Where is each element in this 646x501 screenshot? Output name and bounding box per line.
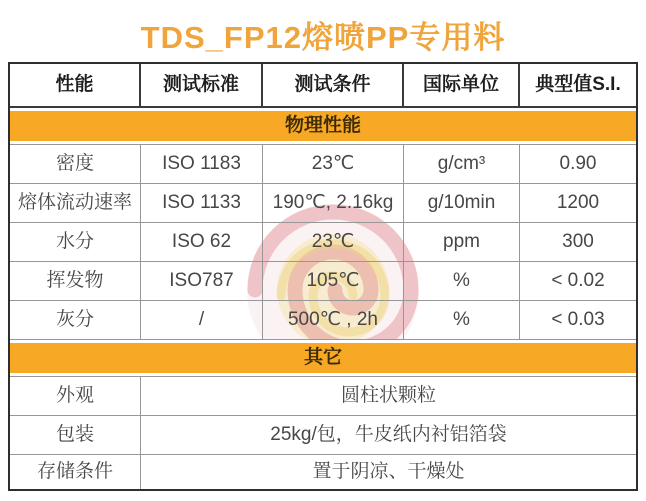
cell-unit: % (404, 262, 520, 300)
cell-value: 1200 (556, 192, 600, 213)
spec-table (8, 62, 638, 491)
section-label: 其它 (10, 343, 636, 373)
header-cell-unit: 国际单位 (404, 64, 520, 106)
table-row (10, 377, 636, 416)
cell-value: < 0.02 (551, 270, 605, 291)
header-cell-property: 性能 (10, 64, 141, 106)
cell-condition: 23℃ (263, 223, 404, 261)
section-label: 物理性能 (10, 111, 636, 141)
table-row (10, 145, 636, 184)
table-row (10, 416, 636, 455)
cell-value: 0.90 (559, 153, 597, 174)
cell-standard: ISO 1133 (141, 184, 263, 222)
cell-property: 外观 (10, 377, 141, 415)
cell-unit: g/cm³ (404, 145, 520, 183)
table-row (10, 184, 636, 223)
cell-condition: 23℃ (263, 145, 404, 183)
section-bar-other (10, 340, 636, 377)
cell-detail: 置于阴凉、干燥处 (312, 461, 465, 482)
cell-value: 300 (562, 231, 594, 252)
cell-standard: / (141, 301, 263, 339)
cell-standard: ISO787 (141, 262, 263, 300)
cell-unit: ppm (404, 223, 520, 261)
table-row (10, 223, 636, 262)
section-bar-physical (10, 108, 636, 145)
cell-value: < 0.03 (551, 309, 605, 330)
cell-property: 存储条件 (10, 455, 141, 489)
cell-standard: ISO 1183 (141, 145, 263, 183)
cell-condition: 105℃ (263, 262, 404, 300)
table-row (10, 301, 636, 340)
cell-property: 挥发物 (10, 262, 141, 300)
header-cell-condition: 测试条件 (263, 64, 404, 106)
cell-unit: % (404, 301, 520, 339)
header-cell-standard: 测试标准 (141, 64, 263, 106)
cell-property: 灰分 (10, 301, 141, 339)
cell-property: 熔体流动速率 (10, 184, 141, 222)
cell-unit: g/10min (404, 184, 520, 222)
table-row (10, 455, 636, 489)
cell-property: 密度 (10, 145, 141, 183)
cell-detail: 圆柱状颗粒 (340, 385, 436, 406)
cell-property: 包装 (10, 416, 141, 454)
header-cell-value: 典型值S.I. (520, 64, 636, 106)
cell-standard: ISO 62 (141, 223, 263, 261)
cell-detail: 25kg/包，牛皮纸内衬铝箔袋 (270, 424, 507, 445)
header-row (10, 64, 636, 108)
cell-property: 水分 (10, 223, 141, 261)
cell-condition: 500℃ , 2h (263, 301, 404, 339)
page-title: TDS_FP12熔喷PP专用料 (140, 20, 506, 55)
table-row (10, 262, 636, 301)
cell-condition: 190℃, 2.16kg (263, 184, 404, 222)
